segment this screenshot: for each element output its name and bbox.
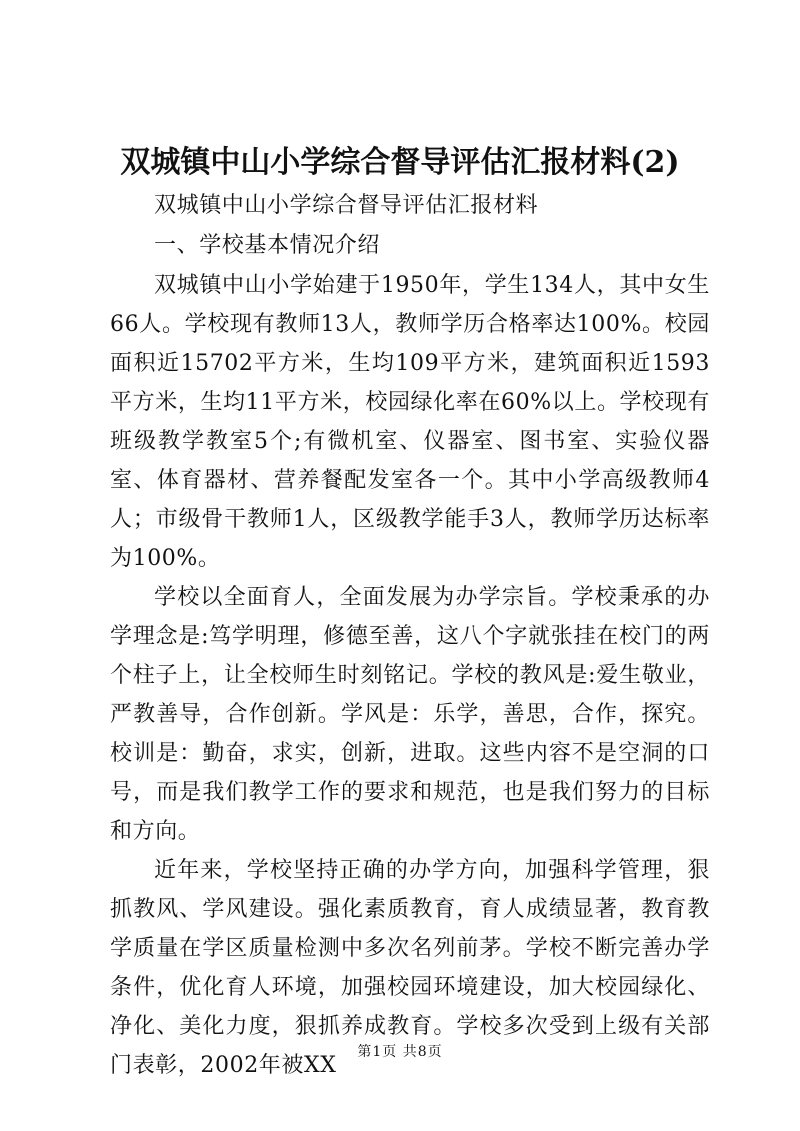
- document-body: [110, 186, 710, 1085]
- page-footer: 第1页 共8页: [357, 1044, 443, 1060]
- paragraph-school-overview: 双城镇中山小学始建于1950年，学生134人，其中女生66人。学校现有教师13人，教师学历合格率达100%。校园面积近15702平方米，生均109平方米，建筑面积近1593平方米，生均11平方米，校园绿化率在60%以上。学校现有班级教学教室5个;有微机室、仪器室、图书室、实验仪器室、体育器材、营养餐配发室各一个。其中小学高级教师4人；市级骨干教师1人，区级教学能手3人，教师学历达标率为100%。: [110, 273, 710, 571]
- section-heading: 一、学校基本情况介绍: [154, 233, 381, 258]
- document-title: 双城镇中山小学综合督导评估汇报材料(2): [120, 145, 680, 180]
- paragraph-recent-achievements: 近年来，学校坚持正确的办学方向，加强科学管理，狠抓教风、学风建设。强化素质教育，育人成绩显著，教育教学质量在学区质量检测中多次名列前茅。学校不断完善办学条件，优化育人环境，加强校园环境建设，加大校园绿化、净化、美化力度，狠抓养成教育。学校多次受到上级有关部门表彰，2002年被XX: [110, 858, 710, 1078]
- paragraph-school-philosophy: 学校以全面育人，全面发展为办学宗旨。学校秉承的办学理念是:笃学明理，修德至善，这八个字就张挂在校门的两个柱子上，让全校师生时刻铭记。学校的教风是:爱生敬业，严教善导，合作创新。学风是：乐学，善思，合作，探究。校训是：勤奋，求实，创新，进取。这些内容不是空洞的口号，而是我们教学工作的要求和规范，也是我们努力的目标和方向。: [110, 585, 710, 844]
- subtitle-paragraph: 双城镇中山小学综合督导评估汇报材料: [154, 193, 539, 218]
